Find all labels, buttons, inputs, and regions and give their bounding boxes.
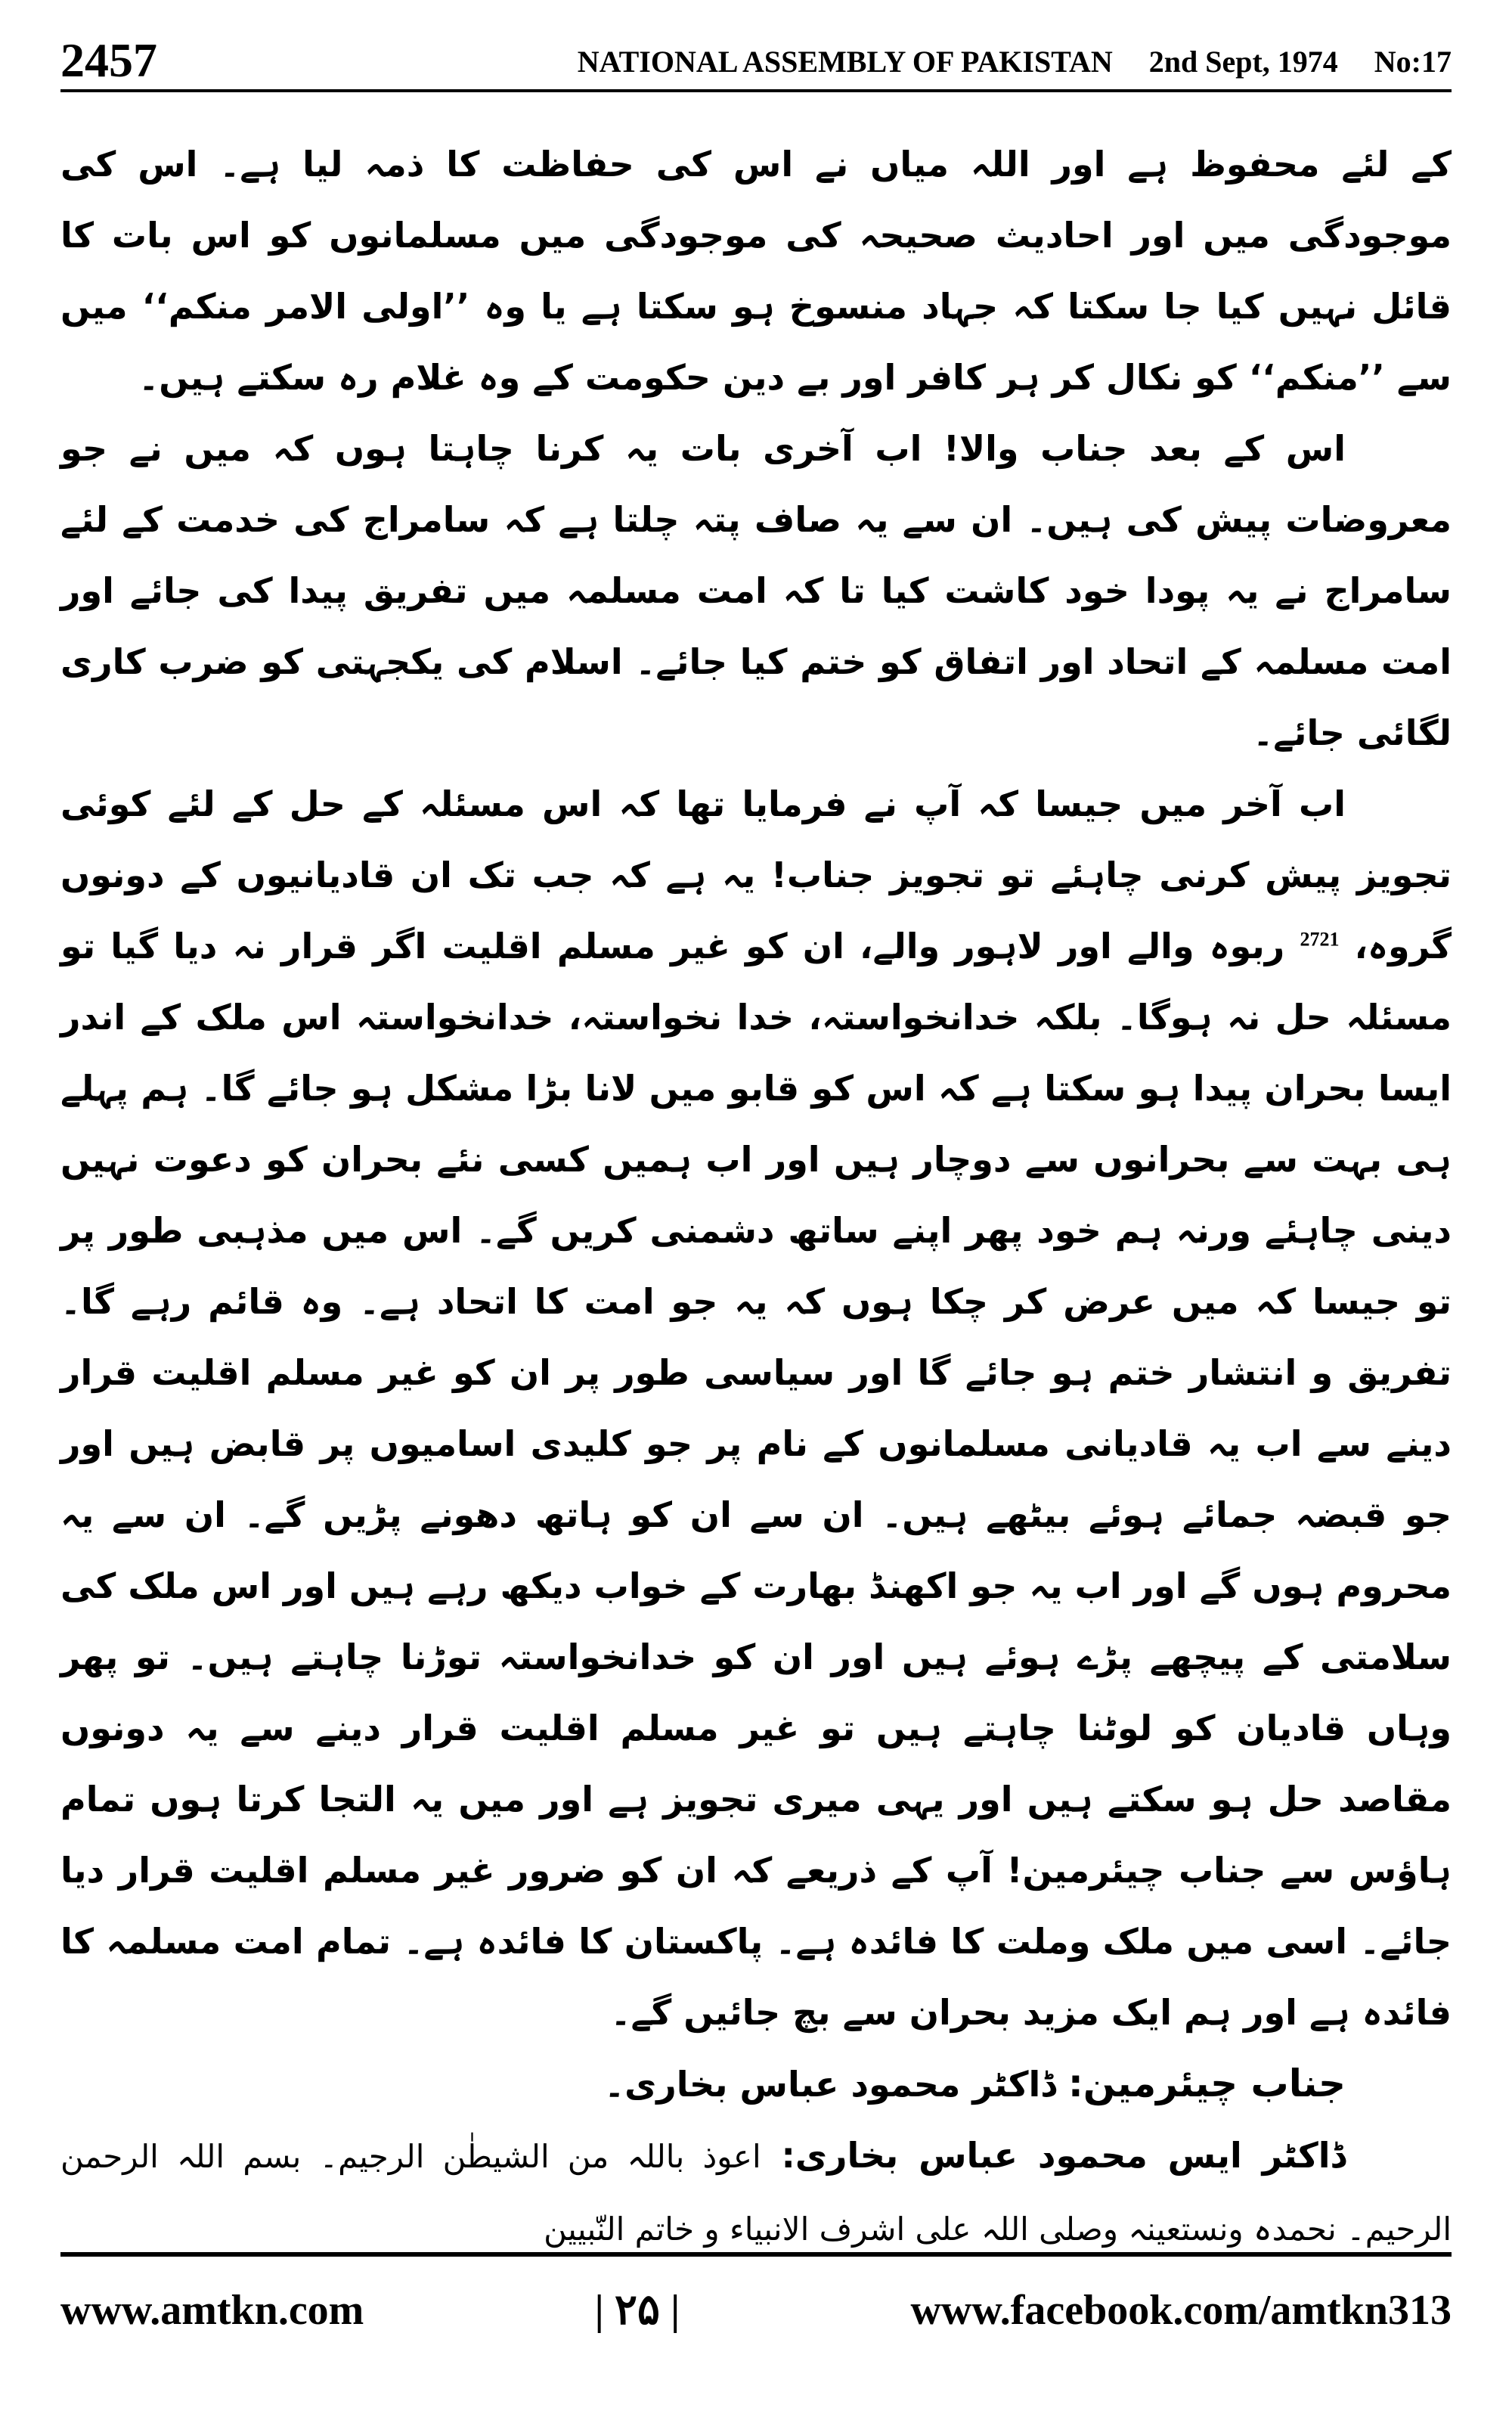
footer-rule (60, 2252, 1452, 2257)
page-number: 2457 (60, 33, 157, 87)
doctor-speaker-label: ڈاکٹر ایس محمود عباس بخاری: (781, 2135, 1346, 2176)
running-head (549, 41, 1452, 83)
page-footer (60, 2276, 1452, 2344)
paragraph-3 (60, 768, 1452, 2048)
doctor-text: اعوذ باللہ من الشیطٰن الرجیم۔ بسم اللہ الرحمن الرحیم۔ نحمدہ ونستعینہ وصلی اللہ علی اشرف الانبیاء و خاتم النّبیین (60, 2138, 1452, 2248)
chairman-line (60, 2048, 1452, 2120)
doctor-speech (60, 2120, 1452, 2265)
page-body (60, 129, 1452, 2248)
paragraph-1: کے لئے محفوظ ہے اور اللہ میاں نے اس کی حفاظت کا ذمہ لیا ہے۔ اس کی موجودگی میں اور احادیث صحیحہ کی موجودگی میں مسلمانوں کو اس بات کا قائل نہیں کیا جا سکتا کہ جہاد منسوخ ہو سکتا ہے یا وہ ’’اولی الامر منکم‘‘ میں سے ’’منکم‘‘ کو نکال کر ہر کافر اور بے دین حکومت کے وہ غلام رہ سکتے ہیں۔ (60, 144, 1452, 398)
publication-title: NATIONAL ASSEMBLY OF PAKISTAN (577, 45, 1113, 79)
facebook-link[interactable]: www.facebook.com/amtkn313 (910, 2287, 1452, 2334)
paragraph-3-start: اب آخر میں جیسا کہ آپ نے فرمایا تھا کہ اس مسئلہ کے حل کے لئے کوئی تجویز پیش کرنی چاہئے تو تجویز جناب! یہ ہے کہ جب تک ان قادیانیوں کے دونوں گروہ، (60, 783, 1452, 966)
issue-number: No:17 (1374, 45, 1452, 79)
page-header (60, 30, 1452, 91)
header-rule (60, 89, 1452, 92)
paragraph-2: اس کے بعد جناب والا! اب آخری بات یہ کرنا چاہتا ہوں کہ میں نے جو معروضات پیش کی ہیں۔ ان سے یہ صاف پتہ چلتا ہے کہ سامراج کی خدمت کے لئے سامراج نے یہ پودا خود کاشت کیا تا کہ امت مسلمہ میں تفریق پیدا کی جائے اور امت مسلمہ کے اتحاد اور اتفاق کو ختم کیا جائے۔ اسلام کی یکجہتی کو ضرب کاری لگائی جائے۔ (60, 428, 1452, 753)
footnote-marker: 2721 (1300, 928, 1340, 951)
chairman-text: ڈاکٹر محمود عباس بخاری۔ (604, 2064, 1056, 2105)
chairman-speaker-label: جناب چیئرمین: (1067, 2062, 1346, 2105)
local-page-number: | ۲۵ | (594, 2287, 680, 2334)
website-link[interactable]: www.amtkn.com (60, 2287, 364, 2334)
session-date: 2nd Sept, 1974 (1148, 45, 1338, 79)
paragraph-3-rest: ربوہ والے اور لاہور والے، ان کو غیر مسلم اقلیت اگر قرار نہ دیا گیا تو مسئلہ حل نہ ہوگا۔ بلکہ خدانخواستہ، خدا نخواستہ، خدانخواستہ اس ملک کے اندر ایسا بحران پیدا ہو سکتا ہے کہ اس کو قابو میں لانا بڑا مشکل ہو جائے گا۔ ہم پہلے ہی بہت سے بحرانوں سے دوچار ہیں اور اب ہمیں کسی نئے بحران کو دعوت نہیں دینی چاہئے ورنہ ہم خود پھر اپنے ساتھ دشمنی کریں گے۔ اس میں مذہبی طور پر تو جیسا کہ میں عرض کر چکا ہوں کہ یہ جو امت کا اتحاد ہے۔ وہ قائم رہے گا۔ تفریق و انتشار ختم ہو جائے گا اور سیاسی طور پر ان کو غیر مسلم اقلیت قرار دینے سے اب یہ قادیانی مسلمانوں کے نام پر جو کلیدی اسامیوں پر قابض ہیں اور جو قبضہ جمائے ہوئے بیٹھے ہیں۔ ان سے ان کو ہاتھ دھونے پڑیں گے۔ ان سے یہ محروم ہوں گے اور اب یہ جو اکھنڈ بھارت کے خواب دیکھ رہے ہیں اور اس ملک کی سلامتی کے پیچھے پڑے ہوئے ہیں اور ان کو خدانخواستہ توڑنا چاہتے ہیں۔ تو پھر وہاں قادیان کو لوٹنا چاہتے ہیں تو غیر مسلم اقلیت قرار دینے سے یہ دونوں مقاصد حل ہو سکتے ہیں اور یہی میری تجویز ہے اور میں یہ التجا کرتا ہوں تمام ہاؤس سے جناب چیئرمین! آپ کے ذریعے کہ ان کو ضرور غیر مسلم اقلیت قرار دیا جائے۔ اسی میں ملک وملت کا فائدہ ہے۔ پاکستان کا فائدہ ہے۔ تمام امت مسلمہ کا فائدہ ہے اور ہم ایک مزید بحران سے بچ جائیں گے۔ (60, 926, 1452, 2033)
